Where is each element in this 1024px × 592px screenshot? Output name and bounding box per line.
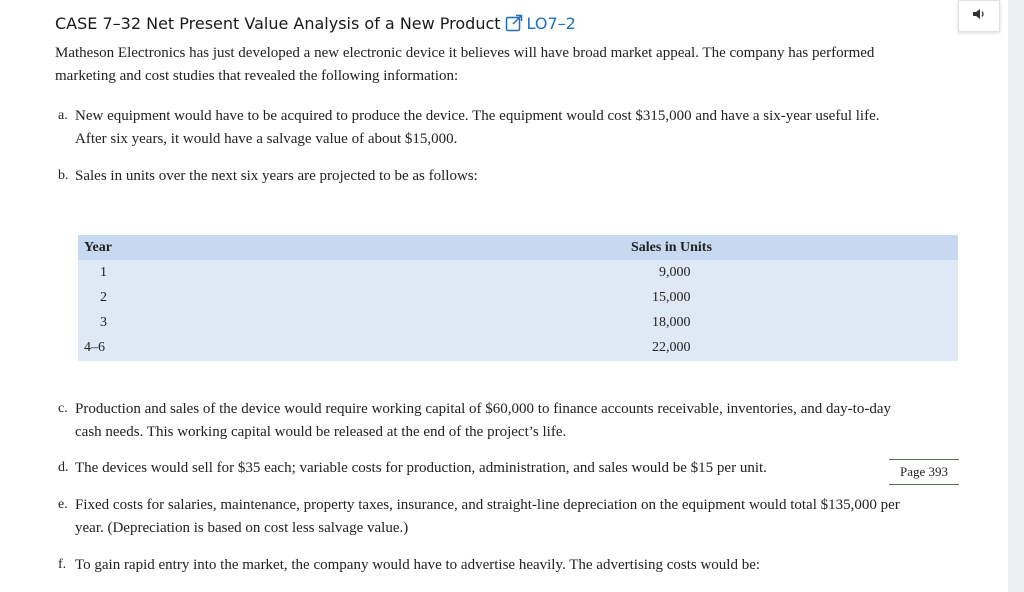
- year-cell: 1: [100, 265, 107, 280]
- item-e-letter: e.: [58, 497, 68, 512]
- speaker-icon: [972, 7, 986, 25]
- year-cell: 4–6: [84, 340, 105, 355]
- intro-line-1: Matheson Electronics has just developed a new electronic device it believes will have broad market appeal. The company has performed: [55, 45, 875, 61]
- item-b-line-1: Sales in units over the next six years are projected to be as follows:: [75, 168, 478, 184]
- item-c-line-2: cash needs. This working capital would be released at the end of the project’s life.: [75, 424, 567, 440]
- item-e-line-2: year. (Depreciation is based on cost less salvage value.): [75, 520, 409, 536]
- item-f-letter: f.: [58, 557, 67, 572]
- header-year: Year: [84, 240, 112, 255]
- item-d-letter: d.: [58, 460, 69, 475]
- header-sales-units: Sales in Units: [631, 240, 712, 255]
- item-a-letter: a.: [58, 108, 68, 123]
- units-cell: 22,000: [652, 340, 691, 355]
- case-title: [55, 11, 576, 35]
- item-e-line-1: Fixed costs for salaries, maintenance, property taxes, insurance, and straight-line depreciation on the equipment would total $135,000 per: [75, 497, 900, 513]
- item-c-line-1: Production and sales of the device would require working capital of $60,000 to finance accounts receivable, inventories, and day-to-day: [75, 401, 891, 417]
- units-cell: 18,000: [652, 315, 691, 330]
- item-b-letter: b.: [58, 168, 69, 183]
- external-link-icon[interactable]: [505, 14, 523, 32]
- right-edge-bar: [1008, 0, 1024, 592]
- item-f-line-1: To gain rapid entry into the market, the company would have to advertise heavily. The advertising costs would be:: [75, 557, 761, 573]
- sales-table: [78, 235, 958, 361]
- sales-table-header: [78, 235, 958, 260]
- item-d-line-1: The devices would sell for $35 each; variable costs for production, administration, and sales would be $15 per unit.: [75, 460, 767, 476]
- case-title-text: CASE 7–32 Net Present Value Analysis of a New Product: [55, 13, 501, 33]
- learning-objective-link[interactable]: LO7–2: [526, 13, 576, 33]
- item-c-letter: c.: [58, 401, 68, 416]
- year-cell: 3: [100, 315, 107, 330]
- page-marker: Page 393: [889, 459, 959, 485]
- units-cell: 9,000: [659, 265, 691, 280]
- units-cell: 15,000: [652, 290, 691, 305]
- year-cell: 2: [100, 290, 107, 305]
- audio-button[interactable]: [958, 0, 1000, 32]
- intro-line-2: marketing and cost studies that revealed the following information:: [55, 68, 459, 84]
- item-a-line-2: After six years, it would have a salvage value of about $15,000.: [75, 131, 458, 147]
- item-a-line-1: New equipment would have to be acquired to produce the device. The equipment would cost $315,000 and have a six-year useful life.: [75, 108, 880, 124]
